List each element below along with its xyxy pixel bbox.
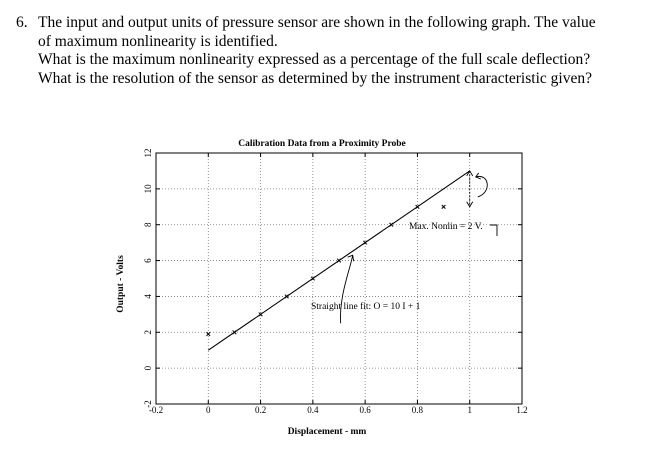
x-tick-label: 0.4 <box>307 405 319 415</box>
x-tick-label: 0.6 <box>359 405 371 415</box>
y-tick-labels <box>143 149 153 408</box>
fit-label-arrow <box>340 255 353 323</box>
y-axis-label: Output - Volts <box>116 255 126 313</box>
x-tick-label: 0 <box>206 405 211 415</box>
y-tick-label: -2 <box>143 400 153 408</box>
y-tick-label: 0 <box>143 365 153 371</box>
y-tick-label: 8 <box>143 222 153 227</box>
data-point <box>233 330 237 334</box>
axis-ticks <box>156 153 522 404</box>
nonlin-label-leader <box>490 225 497 236</box>
nonlin-curved-arrowhead <box>476 173 481 179</box>
x-tick-label: 0.2 <box>254 405 267 415</box>
x-tick-label: 0.8 <box>411 405 424 415</box>
y-tick-label: 12 <box>143 148 153 158</box>
chart-title: Calibration Data from a Proximity Probe <box>238 139 406 149</box>
data-point <box>416 205 420 209</box>
question-line-3: What is the maximum nonlinearity expressed as a percentage of the full scale deflection? <box>38 51 591 68</box>
question-line-1: The input and output units of pressure sensor are shown in the following graph. The value <box>38 14 596 31</box>
question-line-4: What is the resolution of the sensor as determined by the instrument characteristic given? <box>38 69 592 87</box>
nonlin-curved-arrow <box>476 176 488 197</box>
data-point <box>442 205 446 209</box>
max-nonlin-label: Max. Nonlin = 2 V. <box>409 222 483 232</box>
data-point <box>337 259 341 263</box>
y-tick-label: 10 <box>143 184 153 194</box>
x-tick-label: 1.2 <box>516 405 528 415</box>
plot-frame <box>156 153 522 404</box>
fit-equation-label: Straight line fit: O = 10 I + 1 <box>311 302 421 312</box>
x-tick-labels <box>149 405 528 415</box>
question-number: 6. <box>16 14 28 31</box>
x-tick-label: -0.2 <box>148 405 164 415</box>
data-point <box>206 332 210 336</box>
chart-grid <box>156 153 522 404</box>
x-tick-label: 1 <box>467 405 472 415</box>
y-tick-label: 6 <box>143 258 153 263</box>
y-tick-label: 4 <box>143 294 153 299</box>
y-tick-label: 2 <box>143 330 153 335</box>
x-axis-label: Displacement - mm <box>287 427 367 437</box>
question-line-2: of maximum nonlinearity is identified. <box>38 32 278 50</box>
